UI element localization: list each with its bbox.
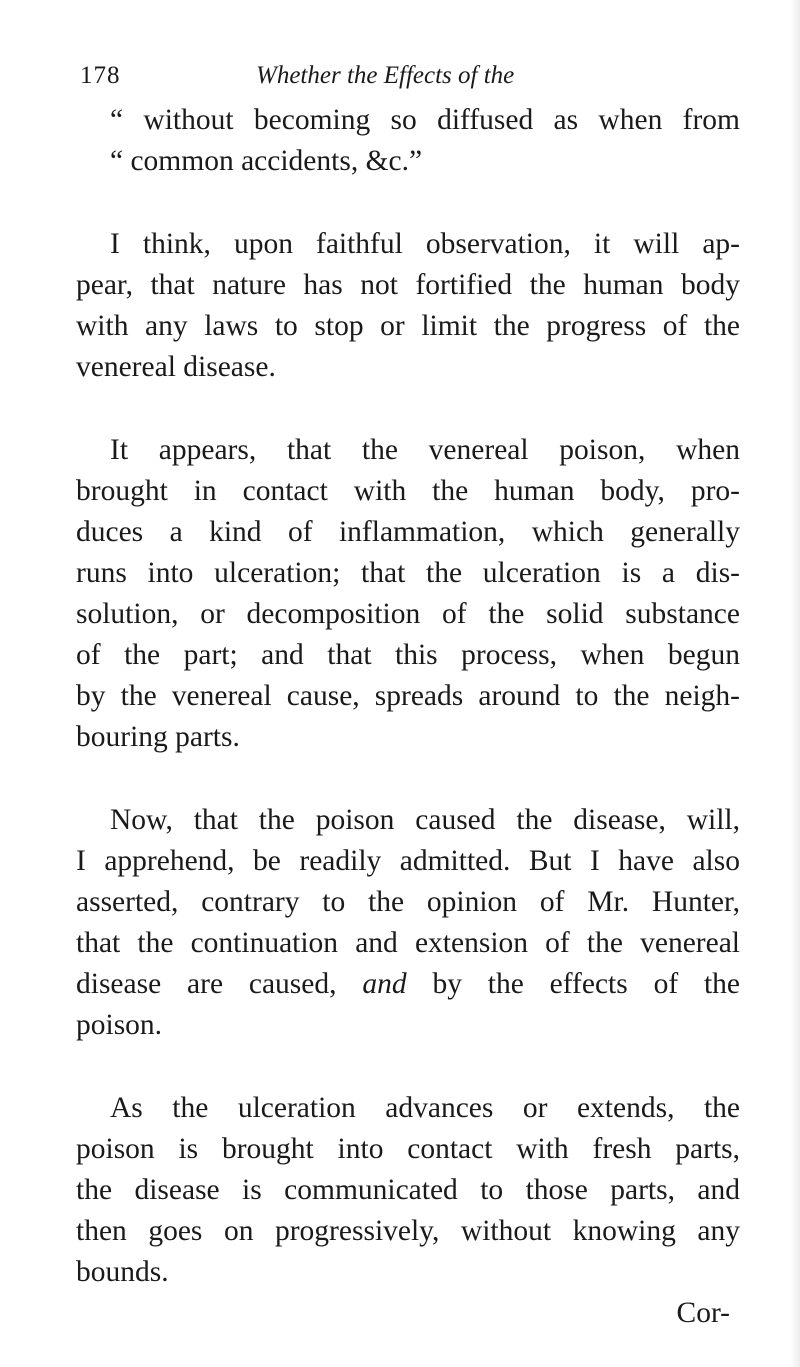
catchword: Cor- xyxy=(676,1297,730,1329)
text-line: poison is brought into contact with fresh parts, xyxy=(76,1133,740,1165)
text-line: As the ulceration advances or extends, the xyxy=(110,1092,740,1124)
text-line: I apprehend, be readily admitted. But I have also xyxy=(76,845,740,877)
text-segment: disease are caused, xyxy=(76,968,337,1000)
text-line: by the venereal cause, spreads around to the neigh- xyxy=(76,680,740,712)
text-line: with any laws to stop or limit the progress of the xyxy=(76,310,740,342)
text-line: duces a kind of inflammation, which generally xyxy=(76,516,740,548)
text-line: It appears, that the venereal poison, when xyxy=(110,434,740,466)
paragraph-1 xyxy=(76,100,740,182)
text-line: I think, upon faithful observation, it will ap- xyxy=(110,228,740,260)
text-line: bouring parts. xyxy=(76,721,240,753)
text-line: brought in contact with the human body, pro- xyxy=(76,475,740,507)
text-line: asserted, contrary to the opinion of Mr. Hunter, xyxy=(76,886,740,918)
paragraph-3 xyxy=(76,430,740,758)
paragraph-5 xyxy=(76,1088,740,1334)
text-line: of the part; and that this process, when begun xyxy=(76,639,740,671)
text-line: “ common accidents, &c.” xyxy=(110,145,423,177)
paragraph-2 xyxy=(76,224,740,388)
running-head xyxy=(76,62,740,100)
running-head-title: Whether the Effects of the xyxy=(256,62,515,89)
text-line: bounds. xyxy=(76,1256,169,1288)
text-line: pear, that nature has not fortified the human body xyxy=(76,269,740,301)
page-edge-shadow xyxy=(790,0,800,1367)
text-line-mixed xyxy=(76,964,740,1005)
italic-word: and xyxy=(362,968,407,1000)
text-line: then goes on progressively, without knowing any xyxy=(76,1215,740,1247)
text-line: that the continuation and extension of the venereal xyxy=(76,927,740,959)
text-line: Now, that the poison caused the disease, will, xyxy=(110,804,740,836)
text-line: solution, or decomposition of the solid substance xyxy=(76,598,740,630)
text-segment: by the effects of the xyxy=(432,968,741,1000)
paragraph-4 xyxy=(76,800,740,1046)
page-number: 178 xyxy=(80,62,121,89)
text-line: venereal disease. xyxy=(76,351,276,383)
text-line: “ without becoming so diffused as when from xyxy=(110,104,740,136)
text-line: poison. xyxy=(76,1009,163,1041)
text-line: runs into ulceration; that the ulceration is a dis- xyxy=(76,557,740,589)
text-line: the disease is communicated to those parts, and xyxy=(76,1174,740,1206)
